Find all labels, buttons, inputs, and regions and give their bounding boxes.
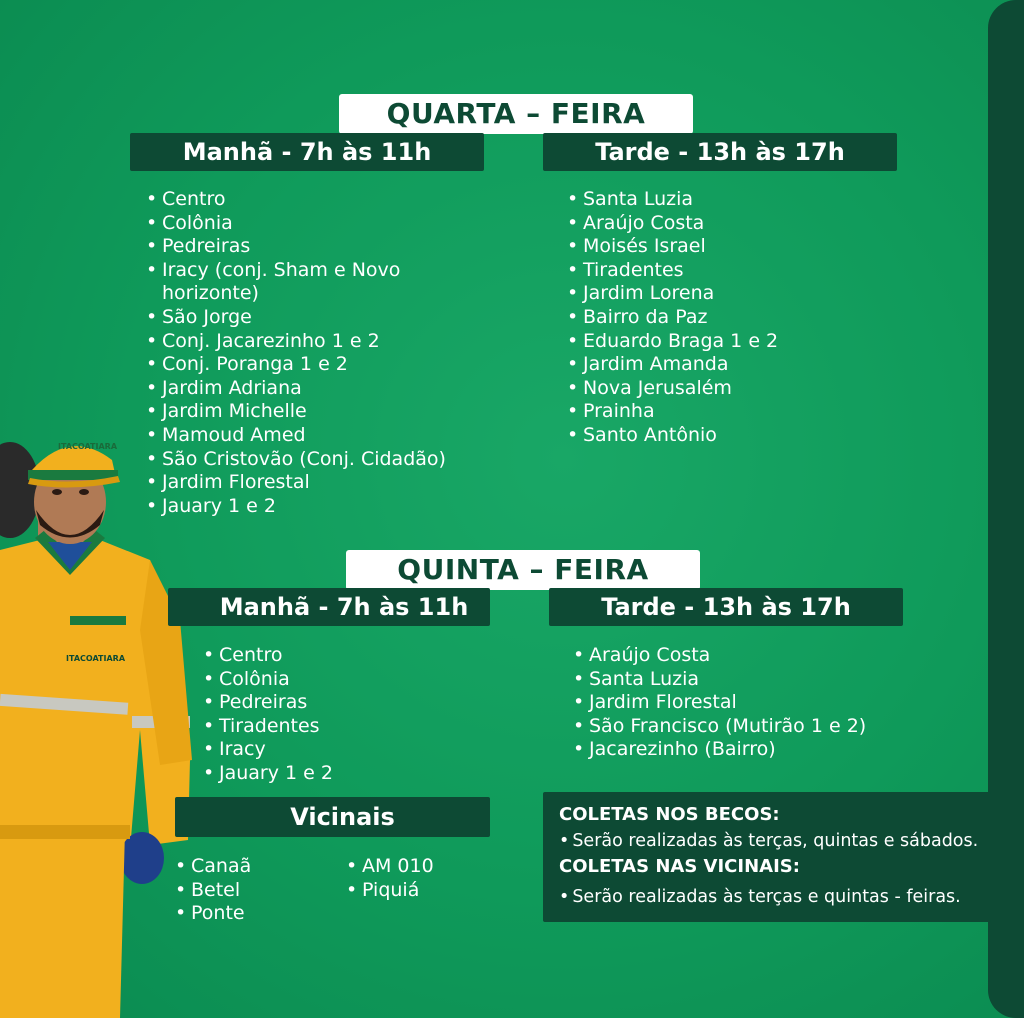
becos-text: • Serão realizadas às terças, quintas e sábados. [559, 828, 991, 854]
wednesday-morning-list [146, 188, 466, 518]
list-item: • Jardim Adriana [146, 377, 466, 401]
list-item: • Conj. Poranga 1 e 2 [146, 353, 466, 377]
list-item: • Nova Jerusalém [567, 377, 887, 401]
list-item: • Ponte [175, 902, 325, 926]
list-item: • Pedreiras [203, 691, 483, 715]
list-item: • Jardim Florestal [146, 471, 466, 495]
wednesday-title: QUARTA – FEIRA [339, 94, 693, 134]
list-item: • Araújo Costa [567, 212, 887, 236]
collection-info-box [543, 792, 991, 922]
list-item: • Jardim Florestal [573, 691, 893, 715]
vicinais-list-col2 [346, 855, 486, 902]
list-item: • Mamoud Amed [146, 424, 466, 448]
list-item: • Piquiá [346, 879, 486, 903]
right-decorative-bar [988, 0, 1024, 1018]
list-item: • São Francisco (Mutirão 1 e 2) [573, 715, 893, 739]
list-item: • AM 010 [346, 855, 486, 879]
wednesday-afternoon-label: Tarde - 13h às 17h [543, 133, 897, 171]
wednesday-afternoon-list [567, 188, 887, 448]
list-item: • Canaã [175, 855, 325, 879]
becos-heading: COLETAS NOS BECOS: [559, 804, 780, 825]
list-item: • Santa Luzia [567, 188, 887, 212]
list-item: • São Jorge [146, 306, 466, 330]
vicinais-heading: COLETAS NAS VICINAIS: [559, 856, 800, 877]
vicinais-list-col1 [175, 855, 325, 926]
vicinais-label: Vicinais [175, 797, 490, 837]
list-item: • Centro [146, 188, 466, 212]
thursday-morning-list [203, 644, 483, 786]
list-item: • Jardim Lorena [567, 282, 887, 306]
list-item: • Colônia [146, 212, 466, 236]
wednesday-morning-label: Manhã - 7h às 11h [130, 133, 484, 171]
thursday-title: QUINTA – FEIRA [346, 550, 700, 590]
cap-logo-text: ITACOATIARA [58, 442, 118, 451]
list-item: • Centro [203, 644, 483, 668]
list-item: • Araújo Costa [573, 644, 893, 668]
list-item: • Jardim Michelle [146, 400, 466, 424]
list-item: • Prainha [567, 400, 887, 424]
list-item: • Conj. Jacarezinho 1 e 2 [146, 330, 466, 354]
badge-logo-text: ITACOATIARA [66, 654, 126, 663]
list-item: • Santa Luzia [573, 668, 893, 692]
list-item: • Bairro da Paz [567, 306, 887, 330]
list-item: • Eduardo Braga 1 e 2 [567, 330, 887, 354]
list-item: • Tiradentes [567, 259, 887, 283]
thursday-morning-label: Manhã - 7h às 11h [168, 588, 490, 626]
list-item: • São Cristovão (Conj. Cidadão) [146, 448, 466, 472]
list-item: • Iracy (conj. Sham e Novo horizonte) [146, 259, 417, 306]
list-item: • Santo Antônio [567, 424, 887, 448]
list-item: • Jardim Amanda [567, 353, 887, 377]
list-item: • Betel [175, 879, 325, 903]
list-item: • Jauary 1 e 2 [203, 762, 483, 786]
thursday-afternoon-label: Tarde - 13h às 17h [549, 588, 903, 626]
list-item: • Jacarezinho (Bairro) [573, 738, 893, 762]
list-item: • Colônia [203, 668, 483, 692]
list-item: • Tiradentes [203, 715, 483, 739]
list-item: • Moisés Israel [567, 235, 887, 259]
list-item: • Pedreiras [146, 235, 466, 259]
thursday-afternoon-list [573, 644, 893, 762]
list-item: • Iracy [203, 738, 483, 762]
list-item: • Jauary 1 e 2 [146, 495, 466, 519]
vicinais-text: • Serão realizadas às terças e quintas - feiras. [559, 884, 991, 910]
